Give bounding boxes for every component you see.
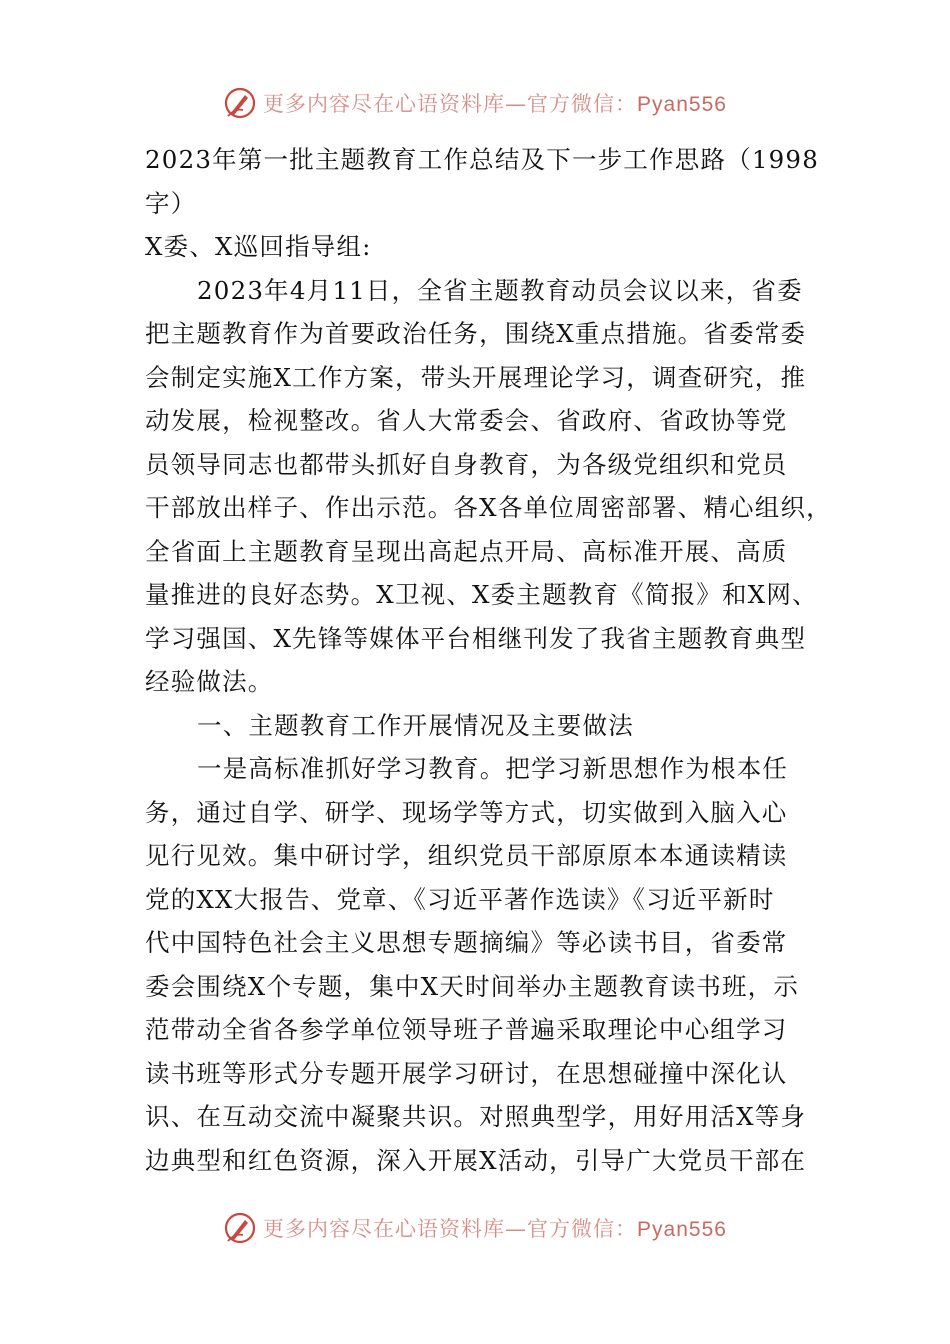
paragraph2-line: 一是高标准抓好学习教育。把学习新思想作为根本任 — [197, 754, 789, 783]
paragraph1-line: 经验做法。 — [145, 667, 274, 696]
watermark-text — [263, 88, 727, 118]
paragraph1-line: 把主题教育作为首要政治任务，围绕X重点措施。省委常委 — [145, 319, 807, 348]
paragraph1-line: 会制定实施X工作方案，带头开展理论学习，调查研究，推 — [145, 362, 807, 392]
paragraph1-line: 2023年4月11日，全省主题教育动员会议以来，省委 — [197, 275, 803, 305]
paragraph2-line: 见行见效。集中研讨学，组织党员干部原原本本通读精读 — [145, 841, 788, 870]
paragraph2-line: 范带动全省各参学单位领导班子普遍采取理论中心组学习 — [145, 1015, 788, 1044]
watermark-footer — [0, 1208, 950, 1248]
section1-heading: 一、主题教育工作开展情况及主要做法 — [197, 710, 634, 740]
watermark-header — [0, 83, 950, 123]
pen-logo-icon — [223, 86, 257, 120]
paragraph2-line: 务，通过自学、研学、现场学等方式，切实做到入脑入心 — [145, 797, 788, 827]
doc-title-line-2: 字） — [145, 188, 197, 218]
paragraph2-line: 党的XX大报告、党章、《习近平著作选读》《习近平新时 — [145, 884, 775, 914]
watermark-wechat-id: Pyan556 — [637, 1218, 727, 1241]
document-body — [145, 138, 832, 1182]
watermark-main-text: 更多内容尽在心语资料库—官方微信： — [263, 92, 638, 116]
paragraph2-line: 委会围绕X个专题，集中X天时间举办主题教育读书班，示 — [145, 971, 800, 1001]
paragraph1-line: 全省面上主题教育呈现出高起点开局、高标准开展、高质 — [145, 536, 788, 566]
watermark-wechat-id: Pyan556 — [637, 93, 727, 116]
paragraph1-line: 学习强国、X先锋等媒体平台相继刊发了我省主题教育典型 — [145, 623, 807, 653]
doc-addressee: X委、X巡回指导组: — [145, 232, 372, 261]
paragraph1-line: 动发展，检视整改。省人大常委会、省政府、省政协等党 — [145, 406, 788, 435]
doc-title-line-1: 2023年第一批主题教育工作总结及下一步工作思路（1998 — [145, 145, 819, 174]
paragraph2-line: 边典型和红色资源，深入开展X活动，引导广大党员干部在 — [145, 1145, 807, 1175]
watermark-text — [263, 1213, 727, 1243]
paragraph1-line: 干部放出样子、作出示范。各X各单位周密部署、精心组织， — [145, 493, 832, 522]
watermark-main-text: 更多内容尽在心语资料库—官方微信： — [263, 1217, 638, 1241]
pen-logo-icon — [223, 1211, 257, 1245]
paragraph1-line: 量推进的良好态势。X卫视、X委主题教育《简报》和X网、 — [145, 580, 818, 609]
paragraph2-line: 读书班等形式分专题开展学习研讨，在思想碰撞中深化认 — [145, 1058, 788, 1088]
paragraph2-line: 代中国特色社会主义思想专题摘编》等必读书目，省委常 — [145, 928, 788, 957]
paragraph2-line: 识、在互动交流中凝聚共识。对照典型学，用好用活X等身 — [145, 1102, 807, 1131]
paragraph1-line: 员领导同志也都带头抓好自身教育，为各级党组织和党员 — [145, 449, 788, 479]
